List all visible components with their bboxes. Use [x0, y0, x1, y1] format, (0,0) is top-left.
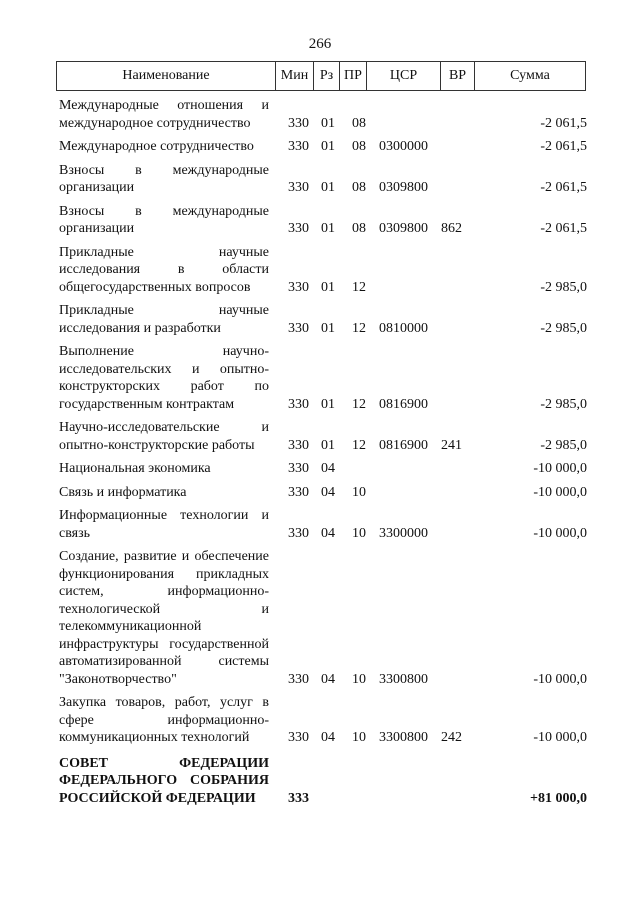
- row-rz: 04: [321, 525, 335, 541]
- row-sum: -2 061,5: [540, 139, 587, 154]
- row-rz: 01: [321, 437, 335, 453]
- row-min: 333: [288, 790, 309, 806]
- row-rz: 01: [321, 396, 335, 412]
- table-row: [59, 460, 587, 478]
- row-sum: -2 061,5: [540, 180, 587, 195]
- row-pr: 12: [352, 437, 366, 453]
- row-csr: 3300800: [379, 730, 428, 745]
- row-pr: 10: [352, 671, 366, 687]
- table-row: [59, 302, 587, 337]
- row-pr: 12: [352, 320, 366, 336]
- row-min: 330: [288, 320, 309, 336]
- row-name: Национальная экономика: [59, 461, 211, 476]
- row-sum: -2 061,5: [540, 221, 587, 236]
- header-csr: ЦСР: [367, 62, 441, 90]
- row-csr: 0309800: [379, 180, 428, 195]
- table-row: [59, 244, 587, 297]
- row-sum: -10 000,0: [533, 525, 587, 541]
- row-pr: 08: [352, 180, 366, 195]
- row-name: Выполнение научно-исследовательских и опытно-конструкторских работ по государственным контрактам: [59, 344, 269, 412]
- row-name: Научно-исследовательские и опытно-конструкторские работы: [59, 420, 269, 453]
- row-rz: 01: [321, 180, 335, 195]
- row-min: 330: [288, 484, 309, 500]
- table-row: [59, 419, 587, 454]
- row-min: 330: [288, 139, 309, 154]
- table-row: [59, 548, 587, 688]
- header-sum: Сумма: [510, 68, 550, 83]
- table-row: [59, 694, 587, 747]
- row-name: Международное сотрудничество: [59, 139, 254, 154]
- row-min: 330: [288, 396, 309, 412]
- row-min: 330: [288, 279, 309, 295]
- row-rz: 04: [321, 671, 335, 687]
- row-rz: 01: [321, 115, 335, 131]
- row-min: 330: [288, 115, 309, 131]
- row-csr: 0300000: [379, 139, 428, 154]
- row-name: Закупка товаров, работ, услуг в сфере информационно-коммуникационных технологий: [59, 695, 269, 745]
- row-name: Информационные технологии и связь: [59, 508, 269, 541]
- table-header: [56, 61, 586, 91]
- table-row: [59, 507, 587, 542]
- row-min: 330: [288, 221, 309, 236]
- row-rz: 01: [321, 139, 335, 154]
- row-min: 330: [288, 437, 309, 453]
- row-sum: -2 985,0: [540, 437, 587, 453]
- page-number: 266: [308, 36, 332, 52]
- row-sum: -10 000,0: [533, 461, 587, 476]
- row-pr: 12: [352, 396, 366, 412]
- row-sum: -10 000,0: [533, 484, 587, 500]
- row-pr: 10: [352, 525, 366, 541]
- row-pr: 08: [352, 221, 366, 236]
- row-rz: 04: [321, 461, 335, 476]
- row-csr: 0810000: [379, 320, 428, 336]
- table-row: [59, 203, 587, 238]
- row-name: Прикладные научные исследования и разработки: [59, 303, 269, 336]
- table-row-total: [59, 755, 587, 808]
- row-min: 330: [288, 730, 309, 745]
- row-sum: -2 061,5: [540, 115, 587, 131]
- row-rz: 04: [321, 730, 335, 745]
- row-name: СОВЕТ ФЕДЕРАЦИИ ФЕДЕРАЛЬНОГО СОБРАНИЯ РОССИЙСКОЙ ФЕДЕРАЦИИ: [59, 755, 269, 806]
- header-vr: ВР: [441, 62, 475, 90]
- row-sum: -2 985,0: [540, 320, 587, 336]
- table-body: [59, 97, 587, 807]
- row-pr: 10: [352, 730, 366, 745]
- row-name: Взносы в международные организации: [59, 203, 269, 236]
- row-rz: 01: [321, 221, 335, 236]
- row-csr: 0816900: [379, 437, 428, 453]
- row-min: 330: [288, 671, 309, 687]
- header-pr: ПР: [340, 62, 367, 90]
- row-csr: 3300800: [379, 671, 428, 687]
- row-pr: 08: [352, 115, 366, 131]
- row-min: 330: [288, 180, 309, 195]
- row-csr: 0309800: [379, 221, 428, 236]
- row-name: Международные отношения и международное сотрудничество: [59, 98, 269, 131]
- header-name: Наименование: [57, 62, 276, 90]
- header-min: Мин: [276, 62, 314, 90]
- row-min: 330: [288, 461, 309, 476]
- row-vr: 862: [441, 221, 462, 236]
- row-sum: +81 000,0: [530, 790, 587, 806]
- row-pr: 10: [352, 484, 366, 500]
- table-row: [59, 97, 587, 132]
- row-pr: 08: [352, 139, 366, 154]
- row-rz: 04: [321, 484, 335, 500]
- row-sum: -10 000,0: [533, 671, 587, 687]
- table-row: [59, 484, 587, 502]
- table-row: [59, 138, 587, 156]
- row-rz: 01: [321, 279, 335, 295]
- row-name: Связь и информатика: [59, 484, 187, 500]
- row-sum: -10 000,0: [533, 730, 587, 745]
- row-sum: -2 985,0: [540, 396, 587, 412]
- row-sum: -2 985,0: [540, 279, 587, 295]
- row-rz: 01: [321, 320, 335, 336]
- row-csr: 0816900: [379, 396, 428, 412]
- row-pr: 12: [352, 279, 366, 295]
- row-name: Взносы в международные организации: [59, 162, 269, 195]
- header-rz: Рз: [314, 62, 340, 90]
- row-min: 330: [288, 525, 309, 541]
- row-vr: 241: [441, 437, 462, 453]
- row-vr: 242: [441, 730, 462, 745]
- table-row: [59, 343, 587, 413]
- row-name: Создание, развитие и обеспечение функционирования прикладных систем, информационно-технологической и телекоммуникационной инфраструктуры государственной автоматизированной системы "Законотворчество": [59, 549, 269, 687]
- row-name: Прикладные научные исследования в области общегосударственных вопросов: [59, 244, 269, 295]
- table-row: [59, 162, 587, 197]
- row-csr: 3300000: [379, 525, 428, 541]
